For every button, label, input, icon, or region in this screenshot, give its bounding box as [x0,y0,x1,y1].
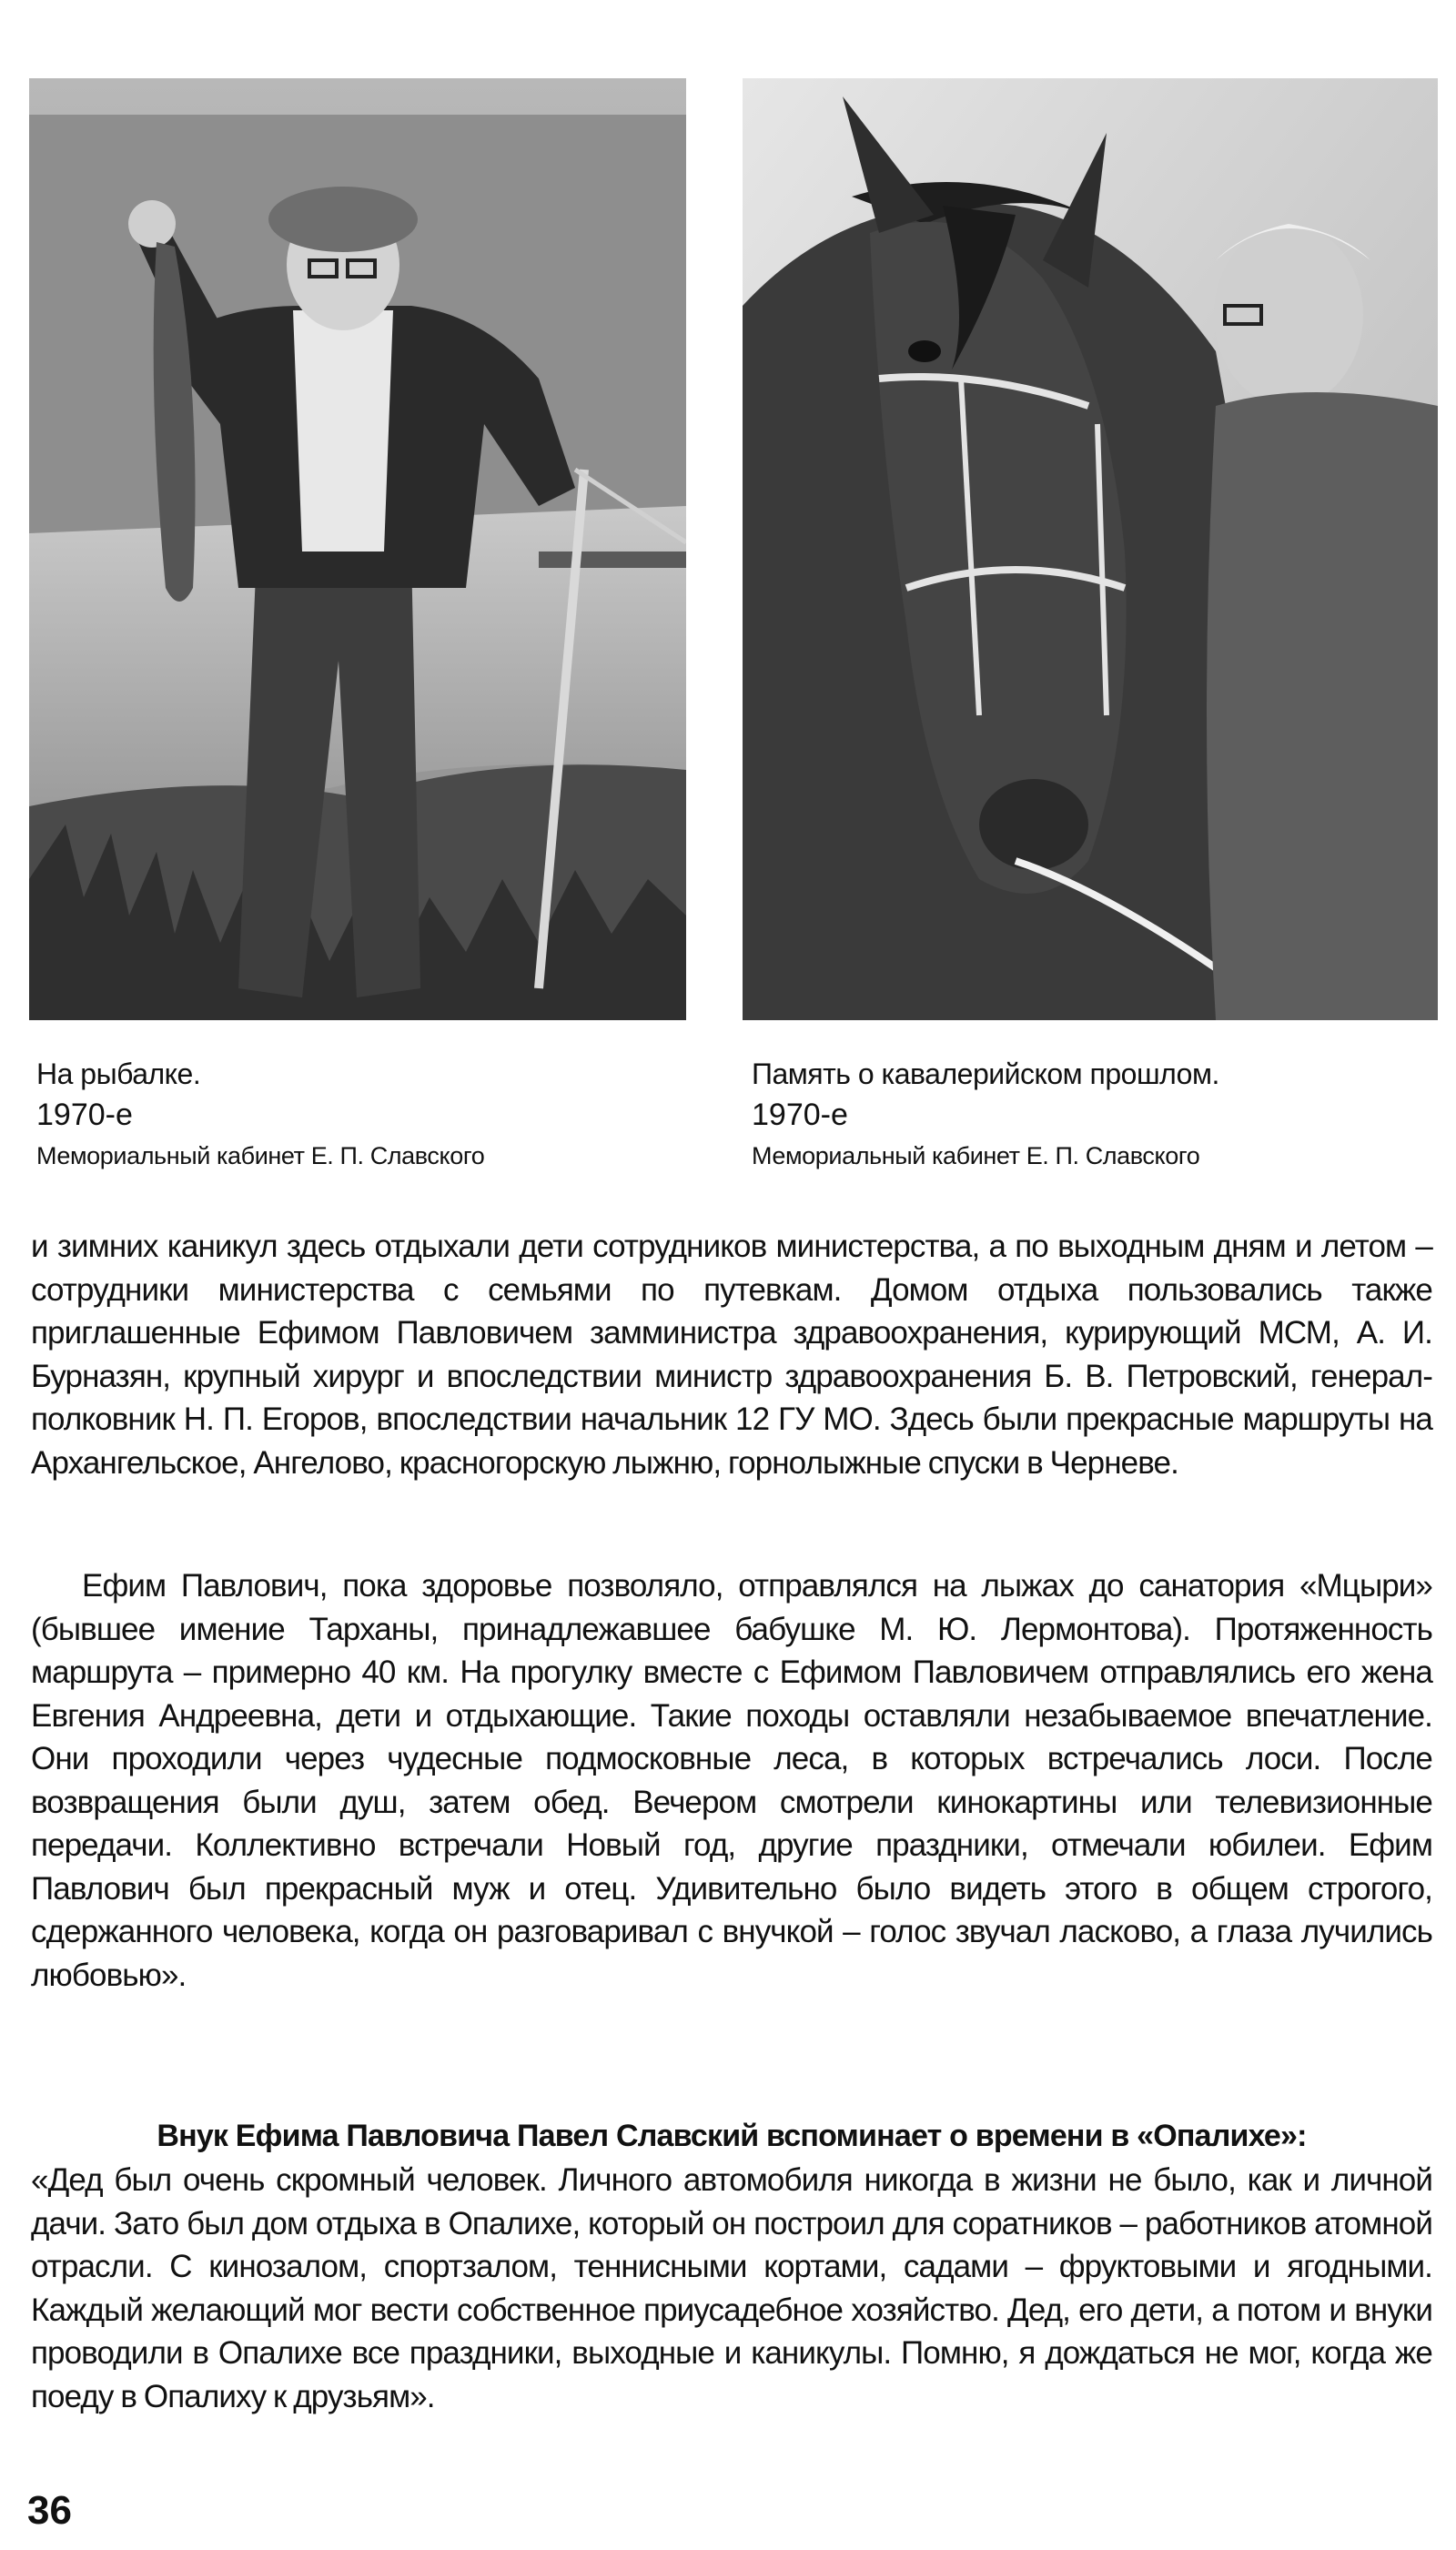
photo-fishing [29,78,686,1020]
quote-heading: Внук Ефима Павловича Павел Славский вспоминает о времени в «Опалихе»: [157,2119,1307,2153]
article-paragraph-2 [31,1564,1432,1997]
caption-title: Память о кавалерийском прошлом. [752,1057,1219,1090]
photo-horse [743,78,1438,1020]
page-number: 36 [27,2488,72,2533]
article-paragraph-1 [31,1225,1432,1484]
paragraph-text: «Дед был очень скромный человек. Личного автомобиля никогда в жизни не было, как и личной дачи. Зато был дом отдыха в Опалихе, который он построил для соратников – работников атомной отрасли. С кинозалом, спортзалом, теннисными кортами, садами – фруктовыми и ягодными. Каждый желающий мог вести собственное приусадебное хозяйство. Дед, его дети, а потом и внуки проводили в Опалихе все праздники, выходные и каникулы. Помню, я дождаться не мог, когда же поеду в Опалиху к друзьям». [31,2162,1432,2414]
photo-fishing-image [29,78,686,1020]
paragraph-text: Ефим Павлович, пока здоровье позволяло, отправлялся на лыжах до санатория «Мцыри» (бывшее имение Тарханы, принадлежавшее бабушке М. Ю. Лермонтова). Протяженность маршрута – примерно 40 км. На прогулку вместе с Ефимом Павловичем отправлялись его жена Евгения Андреевна, дети и отдыхающие. Такие походы оставляли незабываемое впечатление. Они проходили через чудесные подмосковные леса, в которых встречались лоси. После возвращения были душ, затем обед. Вечером смотрели кинокартины или телевизионные передачи. Коллективно встречали Новый год, другие праздники, отмечали юбилеи. Ефим Павлович был прекрасный муж и отец. Удивительно было видеть этого в общем строгого, сдержанного человека, когда он разговаривал с внучкой – голос звучал ласково, а глаза лучились любовью». [31,1568,1432,1993]
caption-source: Мемориальный кабинет Е. П. Славского [752,1142,1200,1169]
photo-horse-image [743,78,1438,1020]
photo-caption-fishing [36,1054,692,1174]
paragraph-text: и зимних каникул здесь отдыхали дети сотрудников министерства, а по выходным дням и летом – сотрудники министерства с семьями по путевкам. Домом отдыха пользовались также приглашенные Ефимом Павловичем замминистра здравоохранения, курирующий МСМ, А. И. Бурназян, крупный хирург и впоследствии министр здравоохранения Б. В. Петровский, генерал-полковник Н. П. Егоров, впоследствии начальник 12 ГУ МО. Здесь были прекрасные маршруты на Архангельское, Ангелово, красногорскую лыжню, горнолыжные спуски в Черневе. [31,1229,1432,1481]
caption-year: 1970-е [36,1098,133,1132]
caption-source: Мемориальный кабинет Е. П. Славского [36,1142,485,1169]
caption-year: 1970-е [752,1098,848,1132]
photo-caption-horse [752,1054,1425,1174]
article-paragraph-3 [31,2159,1432,2418]
caption-title: На рыбалке. [36,1057,201,1090]
